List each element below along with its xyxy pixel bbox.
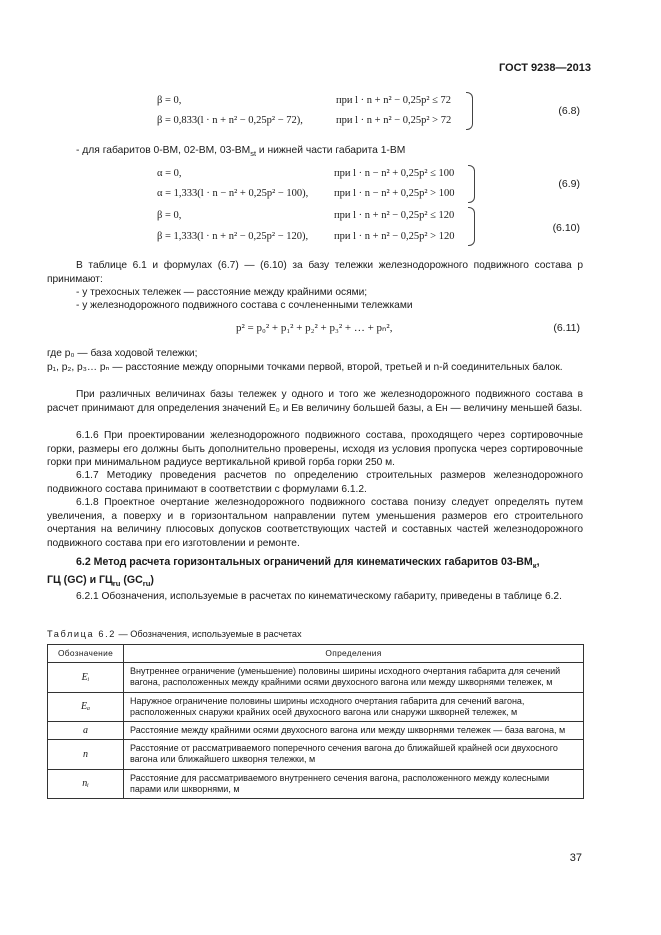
section-heading-6-2: 6.2 Метод расчета горизонтальных ограничений для кинематических габаритов $03-ВМ_к$, ГЦ (GC) и $ГЦ_{ru}$ $(GC_{ru})$	[47, 556, 540, 589]
paragraph-different-bases: При различных величинах базы тележек у одного и того же железнодорожного подвижного состава в расчет принимают для определения значений E₀ и Eв величину большей базы, а Eн — величину меньшей базы.	[47, 389, 583, 414]
gabarit-intro-text: - для габаритов 0-ВМ, 02-ВМ, 03-ВМ	[76, 145, 251, 156]
eq-6-9-line-1: α = 0,	[157, 168, 182, 179]
table-row	[48, 740, 584, 769]
table-header-definition: Определения	[124, 645, 584, 663]
table-cell-symbol: Eₐ	[48, 692, 124, 721]
eq-6-10-line-2: β = 1,333(l · n + n² − 0,25p² − 120),	[157, 231, 309, 242]
eq-6-8-cond-2: при l · n + n² − 0,25p² > 72	[336, 115, 452, 126]
section-heading-part-b: ГЦ (GC) и ГЦ	[47, 574, 113, 587]
table-header-symbol: Обозначение	[48, 645, 124, 663]
eq-6-9-number: (6.9)	[558, 178, 580, 190]
section-heading-part-a: 6.2 Метод расчета горизонтальных ограничений для кинематических габаритов 03-ВМ	[76, 556, 533, 568]
eq-6-9-line-2: α = 1,333(l · n − n² + 0,25p² − 100),	[157, 188, 309, 199]
table-caption-text: — Обозначения, используемые в расчетах	[115, 629, 302, 639]
where-line-2: p₁, p₂, p₃… pₙ — расстояние между опорными точками первой, второй, третьей и n-й соединительных балок.	[47, 362, 563, 373]
eq-6-10-cond-2: при l · n + n² − 0,25p² > 120	[334, 231, 455, 242]
table-caption	[47, 629, 302, 639]
eq-6-8-line-2: β = 0,833(l · n + n² − 0,25p² − 72),	[157, 115, 303, 126]
section-heading-part-c: (GC	[120, 574, 143, 587]
paragraph-6-1-8: 6.1.8 Проектное очертание железнодорожного подвижного состава понизу следует определять путем увеличения, а поверху и в горизонтальном направлении путем уменьшения размеров его строительного очертания на величину плюсовых допусков соответствующих частей и составных частей железнодорожного подвижного состава при его изготовлении и ремонте.	[47, 497, 583, 549]
eq-6-8-line-1: β = 0,	[157, 95, 182, 106]
table-header-row	[48, 645, 584, 663]
eq-6-9-cond-1: при l · n − n² + 0,25p² ≤ 100	[334, 168, 455, 179]
notation-table	[47, 644, 584, 799]
table-cell-symbol: nᵢ	[48, 769, 124, 798]
table-cell-definition: Расстояние между крайними осями двухосного вагона или между шкворнями тележек — база вагона, м	[124, 722, 584, 740]
gabarit-intro-tail: и нижней части габарита 1-ВМ	[256, 145, 406, 156]
eq-6-10-cond-1: при l · n + n² − 0,25p² ≤ 120	[334, 210, 455, 221]
table-cell-definition: Внутреннее ограничение (уменьшение) половины ширины исходного очертания габарита для сечений вагона, расположенных между крайними осями двухосного вагона или между шкворнями тележек, м	[124, 663, 584, 692]
paragraph-base: В таблице 6.1 и формулах (6.7) — (6.10) за базу тележки железнодорожного подвижного состава p принимают:	[47, 260, 583, 285]
page-number: 37	[569, 852, 582, 864]
table-row	[48, 722, 584, 740]
table-cell-definition: Расстояние для рассматриваемого внутреннего сечения вагона, расположенного между колесными парами или шкворнями, м	[124, 769, 584, 798]
table-cell-symbol: a	[48, 722, 124, 740]
where-line-1: где p₀ — база ходовой тележки;	[47, 348, 198, 359]
section-heading-sub-a: к	[532, 561, 537, 571]
eq-6-10-number: (6.10)	[552, 222, 580, 234]
table-cell-definition: Расстояние от рассматриваемого поперечного сечения вагона до ближайшей крайней оси двухосного вагона или ближайшего шкворня тележки, м	[124, 740, 584, 769]
section-heading-part-d: )	[150, 574, 154, 587]
paragraph-6-2-1: 6.2.1 Обозначения, используемые в расчетах по кинематическому габариту, приведены в таблице 6.2.	[76, 591, 562, 602]
eq-6-11-number: (6.11)	[553, 322, 580, 334]
eq-6-8-brace	[466, 92, 473, 130]
equation-6-11: p² = p₀² + p₁² + p₂² + p₃² + … + pₙ²,	[236, 322, 393, 334]
list-item-1: - у трехосных тележек — расстояние между крайними осями;	[76, 287, 368, 298]
section-heading-sub-b: ru	[112, 579, 121, 589]
table-cell-symbol: n	[48, 740, 124, 769]
table-row	[48, 692, 584, 721]
table-cell-definition: Наружное ограничение половины ширины исходного очертания габарита для сечений вагона, расположенных снаружи крайних осей двухосного вагона или снаружи шкворней тележек, м	[124, 692, 584, 721]
section-heading-sub-c: ru	[142, 579, 151, 589]
paragraph-6-1-7: 6.1.7 Методику проведения расчетов по определению строительных размеров железнодорожного подвижного состава принимают в соответствии с формулами 6.1.2.	[47, 470, 583, 495]
eq-6-10-line-1: β = 0,	[157, 210, 182, 221]
paragraph-6-1-6: 6.1.6 При проектировании железнодорожного подвижного состава, проходящего через сортировочные горки, размеры его должны быть дополнительно проверены, исходя из условия пропуска через сортировочные горки при минимальном радиусе вертикальной кривой горба горки 250 м.	[47, 430, 583, 469]
gabarit-intro	[76, 145, 405, 158]
eq-6-8-number: (6.8)	[558, 105, 580, 117]
table-row	[48, 663, 584, 692]
eq-6-9-brace	[468, 165, 475, 203]
document-header: ГОСТ 9238—2013	[498, 62, 591, 74]
eq-6-10-brace	[468, 207, 475, 246]
list-item-2: - у железнодорожного подвижного состава с сочлененными тележками	[76, 300, 413, 311]
eq-6-8-cond-1: при l · n + n² − 0,25p² ≤ 72	[336, 95, 452, 106]
table-cell-symbol: Eᵢ	[48, 663, 124, 692]
table-row	[48, 769, 584, 798]
eq-6-9-cond-2: при l · n − n² + 0,25p² > 100	[334, 188, 455, 199]
table-caption-label: Таблица 6.2	[47, 629, 116, 639]
gabarit-intro-sub: st	[250, 149, 256, 159]
